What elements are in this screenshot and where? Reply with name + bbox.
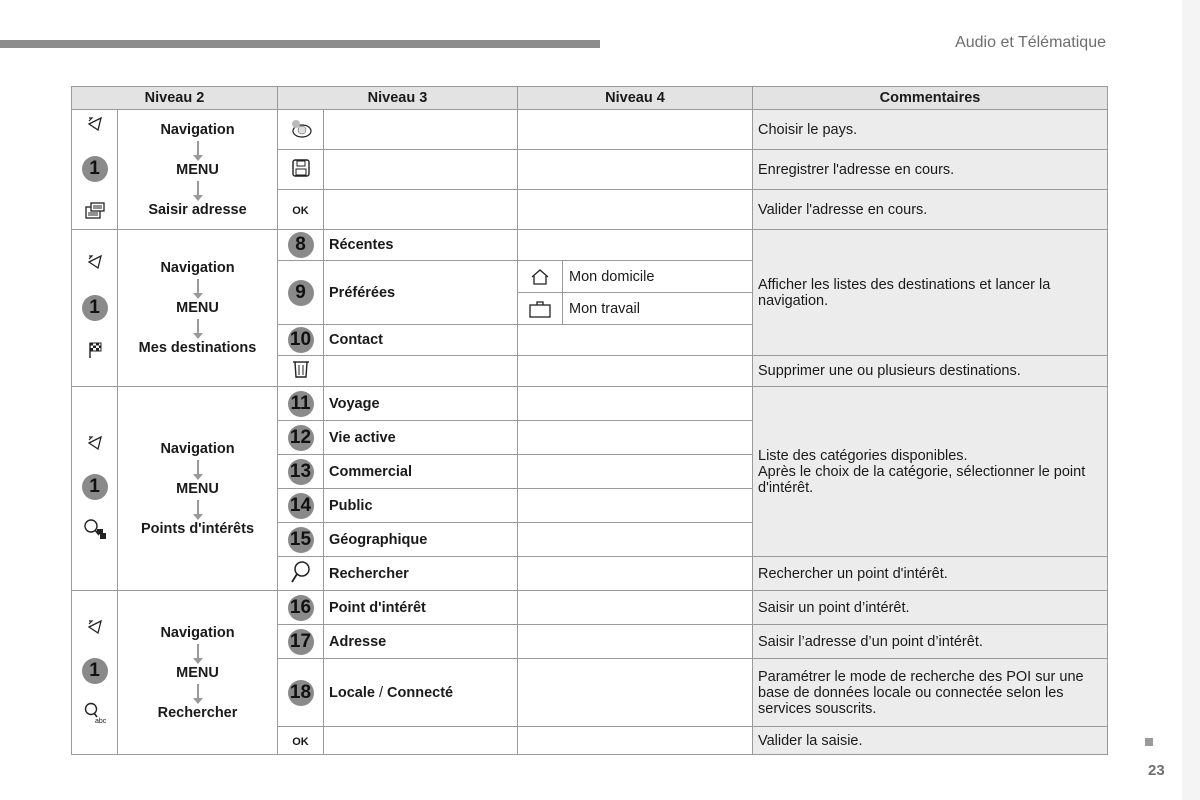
level4-cell bbox=[518, 325, 753, 356]
checkered-flag-icon bbox=[87, 341, 103, 363]
number-badge-9: 9 bbox=[288, 280, 314, 306]
level3-label-cell: Récentes bbox=[324, 230, 518, 261]
comment-cell: Saisir l’adresse d’un point d’intérêt. bbox=[753, 625, 1108, 659]
level3-icon-cell bbox=[278, 110, 324, 150]
level2-menu: MENU bbox=[176, 480, 219, 497]
level2-menu: MENU bbox=[176, 161, 219, 178]
header-rule bbox=[0, 40, 600, 48]
svg-text:abc: abc bbox=[94, 717, 106, 724]
briefcase-icon bbox=[518, 293, 563, 324]
table-header-row bbox=[72, 87, 1108, 110]
number-badge-17: 17 bbox=[288, 629, 314, 655]
level3-label-cell: Géographique bbox=[324, 523, 518, 557]
save-icon bbox=[291, 166, 311, 182]
level3-icon-cell bbox=[278, 727, 324, 755]
step-1-badge: 1 bbox=[82, 474, 108, 500]
level4-cell bbox=[518, 261, 753, 325]
down-arrow-icon bbox=[197, 644, 199, 658]
label-separator: / bbox=[374, 684, 388, 701]
level3-icon-cell bbox=[278, 523, 324, 557]
level4-cell bbox=[518, 489, 753, 523]
column-header-commentaires: Commentaires bbox=[753, 87, 1108, 110]
level3-label-cell: Voyage bbox=[324, 387, 518, 421]
comment-cell: Choisir le pays. bbox=[753, 110, 1108, 150]
level2-icons-cell bbox=[72, 387, 118, 591]
level2-item: Points d'intérêts bbox=[140, 520, 255, 537]
column-header-niveau3: Niveau 3 bbox=[278, 87, 518, 110]
level3-icon-cell bbox=[278, 557, 324, 591]
navigation-arrow-icon bbox=[86, 434, 104, 456]
level3-label-cell bbox=[324, 356, 518, 387]
level4-subrow bbox=[518, 261, 752, 293]
down-arrow-icon bbox=[197, 500, 199, 514]
number-badge-13: 13 bbox=[288, 459, 314, 485]
level2-navigation: Navigation bbox=[160, 440, 235, 457]
level3-icon-cell bbox=[278, 356, 324, 387]
level3-label-connecte: Connecté bbox=[387, 684, 454, 701]
level3-icon-cell bbox=[278, 455, 324, 489]
comment-cell: Supprimer une ou plusieurs destinations. bbox=[753, 356, 1108, 387]
comment-cell: Afficher les listes des destinations et lancer la navigation. bbox=[753, 230, 1108, 356]
level2-item: Rechercher bbox=[157, 704, 238, 721]
level3-label-cell bbox=[324, 727, 518, 755]
level3-label-cell bbox=[324, 659, 518, 727]
level4-cell bbox=[518, 455, 753, 489]
level2-path-saisir-adresse bbox=[118, 110, 278, 230]
comment-cell: Saisir un point d’intérêt. bbox=[753, 591, 1108, 625]
level3-label-cell: Commercial bbox=[324, 455, 518, 489]
navigation-menu-table bbox=[71, 86, 1108, 755]
level4-cell bbox=[518, 625, 753, 659]
level3-label-cell bbox=[324, 190, 518, 230]
down-arrow-icon bbox=[197, 684, 199, 698]
level3-label-cell: Contact bbox=[324, 325, 518, 356]
comment-cell: Rechercher un point d'intérêt. bbox=[753, 557, 1108, 591]
step-1-badge: 1 bbox=[82, 156, 108, 182]
number-badge-15: 15 bbox=[288, 527, 314, 553]
level4-cell bbox=[518, 523, 753, 557]
level4-cell bbox=[518, 557, 753, 591]
navigation-arrow-icon bbox=[86, 253, 104, 275]
level3-icon-cell bbox=[278, 190, 324, 230]
number-badge-10: 10 bbox=[288, 327, 314, 353]
search-icon bbox=[290, 572, 312, 588]
down-arrow-icon bbox=[197, 181, 199, 195]
search-abc-icon bbox=[83, 702, 107, 728]
level4-cell bbox=[518, 591, 753, 625]
navigation-arrow-icon bbox=[86, 115, 104, 137]
level2-icons-cell bbox=[72, 230, 118, 387]
level4-cell bbox=[518, 356, 753, 387]
ok-icon: OK bbox=[292, 204, 309, 217]
level3-icon-cell bbox=[278, 659, 324, 727]
page-number: 23 bbox=[1148, 762, 1165, 779]
number-badge-12: 12 bbox=[288, 425, 314, 451]
comment-cell: Paramétrer le mode de recherche des POI sur une base de données locale ou connectée selon les services souscrits. bbox=[753, 659, 1108, 727]
number-badge-11: 11 bbox=[288, 391, 314, 417]
level4-cell bbox=[518, 727, 753, 755]
level3-label-cell bbox=[324, 110, 518, 150]
level3-label-cell: Public bbox=[324, 489, 518, 523]
country-flag-icon bbox=[289, 127, 313, 143]
level3-icon-cell bbox=[278, 150, 324, 190]
column-header-niveau4: Niveau 4 bbox=[518, 87, 753, 110]
step-1-badge: 1 bbox=[82, 658, 108, 684]
level4-label: Mon travail bbox=[569, 300, 640, 317]
comment-line: Liste des catégories disponibles. bbox=[758, 447, 968, 464]
level2-path-rechercher bbox=[118, 591, 278, 755]
level4-cell bbox=[518, 230, 753, 261]
navigation-arrow-icon bbox=[86, 618, 104, 640]
page-side-strip bbox=[1182, 0, 1200, 800]
column-header-niveau2: Niveau 2 bbox=[72, 87, 278, 110]
number-badge-14: 14 bbox=[288, 493, 314, 519]
number-badge-18: 18 bbox=[288, 680, 314, 706]
down-arrow-icon bbox=[197, 319, 199, 333]
down-arrow-icon bbox=[197, 460, 199, 474]
level3-icon-cell bbox=[278, 625, 324, 659]
level4-subrow bbox=[518, 293, 752, 324]
level4-label: Mon domicile bbox=[569, 268, 655, 285]
level2-navigation: Navigation bbox=[160, 121, 235, 138]
ok-icon: OK bbox=[292, 735, 309, 748]
table-row bbox=[72, 591, 1108, 625]
level3-label-cell: Vie active bbox=[324, 421, 518, 455]
poi-search-icon bbox=[83, 518, 107, 544]
level3-label-cell: Adresse bbox=[324, 625, 518, 659]
comment-cell: Valider l'adresse en cours. bbox=[753, 190, 1108, 230]
home-icon bbox=[518, 261, 563, 292]
down-arrow-icon bbox=[197, 141, 199, 155]
trash-icon bbox=[292, 367, 310, 383]
number-badge-16: 16 bbox=[288, 595, 314, 621]
level2-navigation: Navigation bbox=[160, 624, 235, 641]
address-keyboard-icon bbox=[84, 201, 106, 225]
level2-navigation: Navigation bbox=[160, 260, 235, 276]
level3-icon-cell bbox=[278, 230, 324, 261]
level4-cell bbox=[518, 110, 753, 150]
page-marker bbox=[1145, 738, 1153, 746]
level4-cell bbox=[518, 421, 753, 455]
table-row bbox=[72, 387, 1108, 421]
level3-icon-cell bbox=[278, 421, 324, 455]
down-arrow-icon bbox=[197, 279, 199, 293]
level3-icon-cell bbox=[278, 489, 324, 523]
level2-item: Saisir adresse bbox=[148, 201, 247, 218]
level4-cell bbox=[518, 659, 753, 727]
number-badge-8: 8 bbox=[288, 232, 314, 258]
level3-icon-cell bbox=[278, 591, 324, 625]
comment-cell: Enregistrer l'adresse en cours. bbox=[753, 150, 1108, 190]
level3-icon-cell bbox=[278, 387, 324, 421]
level3-label-cell: Rechercher bbox=[324, 557, 518, 591]
level4-cell bbox=[518, 150, 753, 190]
level2-icons-cell bbox=[72, 591, 118, 755]
level2-menu: MENU bbox=[176, 300, 219, 316]
page-header-title: Audio et Télématique bbox=[955, 34, 1106, 51]
level2-path-points-interets bbox=[118, 387, 278, 591]
level2-menu: MENU bbox=[176, 664, 219, 681]
level2-item: Mes destinations bbox=[138, 340, 257, 356]
level3-label-cell bbox=[324, 150, 518, 190]
comment-cell: Valider la saisie. bbox=[753, 727, 1108, 755]
level3-icon-cell bbox=[278, 261, 324, 325]
level3-label-cell: Préférées bbox=[324, 261, 518, 325]
level4-cell bbox=[518, 190, 753, 230]
level4-cell bbox=[518, 387, 753, 421]
level3-label-locale: Locale bbox=[329, 684, 375, 701]
step-1-badge: 1 bbox=[82, 295, 108, 321]
table-row bbox=[72, 230, 1108, 261]
level3-label-cell: Point d'intérêt bbox=[324, 591, 518, 625]
comment-cell bbox=[753, 387, 1108, 557]
comment-line: Après le choix de la catégorie, sélectionner le point d'intérêt. bbox=[758, 463, 1086, 496]
level2-icons-cell bbox=[72, 110, 118, 230]
level3-icon-cell bbox=[278, 325, 324, 356]
level2-path-mes-destinations bbox=[118, 230, 278, 387]
table-row bbox=[72, 110, 1108, 150]
